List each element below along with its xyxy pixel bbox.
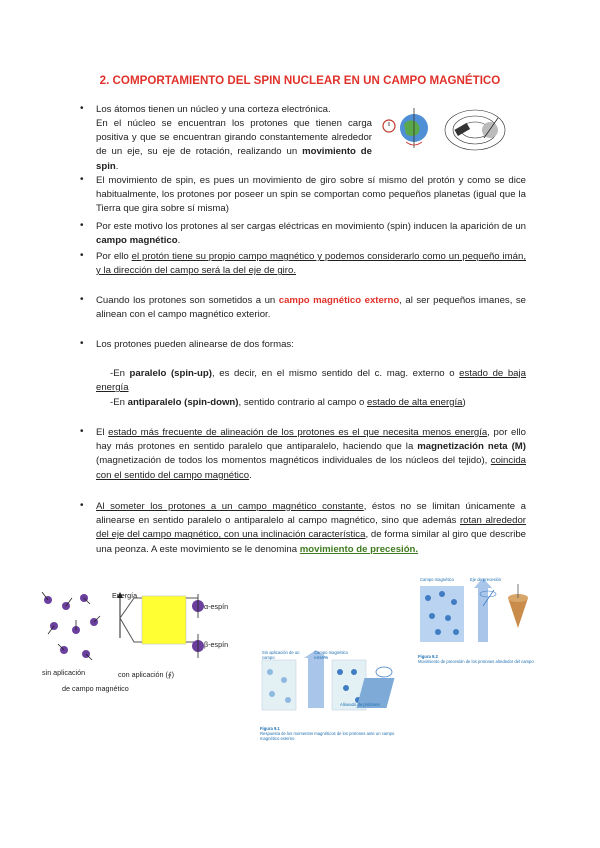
without-field-label-2: de campo magnético — [62, 684, 129, 693]
fig2-label-a: Sin aplicación de un campo — [262, 650, 300, 660]
fig3-label-a: Campo magnético — [420, 577, 454, 582]
bullet-marker: • — [80, 500, 84, 511]
alpha-spin-label: α-espín — [204, 602, 229, 611]
fig3-title: Figura 9.2 — [418, 654, 438, 659]
fig3-label-b: Eje de precesión — [470, 577, 502, 582]
bullet-2-text: El movimiento de spin, es pues un movimiento de giro sobre sí mismo del protón y como se dice habitualmente, los protones por poseer un spin se comportan como pequeños planetas (igual que la Tierra que gira sobre sí misma) — [96, 175, 526, 215]
fig2-label-c: Alineado de protones — [340, 702, 380, 707]
without-field-label: sin aplicación — [42, 668, 86, 677]
fig2-label-b: Campo magnético externo — [314, 650, 348, 660]
bullet-7-text: El estado más frecuente de alineación de los protones es el que necesita menos energía, por ello hay más protones en sentido paralelo que antiparalelo, haciendo que la magnetización neta (M) (magnetización de todos los momentos magnéticos individuales de los núcleos del tejido), coincida con el sentido del campo magnético. — [96, 427, 526, 481]
precession-figure — [418, 576, 538, 646]
bullet-4-text: Por ello el protón tiene su propio campo magnético y podemos considerarlo como un pequeño imán, y la dirección del campo será la del eje de giro. — [96, 251, 526, 277]
page-title: 2. COMPORTAMIENTO DEL SPIN NUCLEAR EN UN CAMPO MAGNÉTICO — [99, 74, 501, 87]
fig2-title: Figura 9.1 — [260, 726, 280, 731]
bullet-marker: • — [80, 220, 84, 231]
bullet-marker: • — [80, 103, 84, 114]
bullet-3-text: Por este motivo los protones al ser cargas eléctricas en movimiento (spin) inducen la aparición de un campo magnético. — [96, 221, 526, 247]
bullet-marker: • — [80, 426, 84, 437]
energy-label: Energía — [112, 591, 138, 600]
proton-alignment-figure — [258, 650, 408, 720]
bullet-marker: • — [80, 174, 84, 185]
bullet-6-text: Los protones pueden alinearse de dos formas: — [96, 339, 294, 350]
bullet-5-text: Cuando los protones son sometidos a un campo magnético externo, al ser pequeños imanes, se alinean con el campo magnético exterior. — [96, 295, 526, 321]
fig3-caption: Movimiento de precesión de los protones alrededor del campo — [418, 659, 534, 664]
bullet-8-text: Al someter los protones a un campo magnético constante, éstos no se limitan únicamente a alinearse en sentido paralelo o antiparalelo al campo magnético, sino que además rotan alrededor del eje del campo magnético, con una inclinación característica, de forma similar al giro que describe una peonza. A este movimiento se le denomina movimiento de precesión. — [96, 501, 527, 555]
bullet-1-text: En el núcleo se encuentran los protones que tienen carga positiva y que se encuentran girando constantemente alrededor de un eje, su eje de rotación, realizando un movimiento de spin. — [96, 118, 372, 172]
bullet-marker: • — [80, 338, 84, 349]
fig2-caption: Respuesta de los momentos magnéticos de los protones ante un campo magnético externo — [260, 731, 395, 741]
atom-spin-figure — [380, 104, 510, 162]
parallel-state-text: -En paralelo (spin-up), es decir, en el mismo sentido del c. mag. externo o estado de baja energía — [96, 368, 526, 394]
beta-spin-label: β-espín — [204, 640, 229, 649]
antiparallel-state-text: -En antiparalelo (spin-down), sentido contrario al campo o estado de alta energía) — [110, 397, 466, 408]
bullet-marker: • — [80, 250, 84, 261]
bullet-1-line-1: Los átomos tienen un núcleo y una corteza electrónica. — [96, 104, 331, 115]
bullet-marker: • — [80, 294, 84, 305]
with-field-label: con aplicación (∮) — [118, 670, 175, 679]
